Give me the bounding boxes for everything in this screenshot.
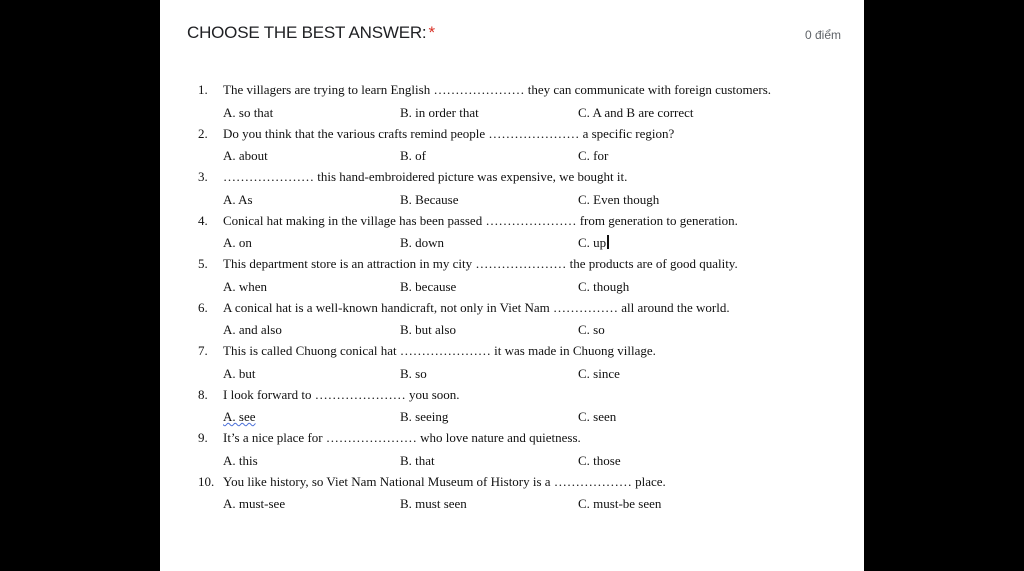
option-c: C. so bbox=[578, 322, 605, 337]
option-a: A. must-see bbox=[223, 496, 286, 511]
option-b: B. Because bbox=[400, 191, 459, 207]
question-number: 9. bbox=[198, 430, 208, 445]
option-c: C. A and B are correct bbox=[578, 104, 694, 120]
question-item bbox=[198, 341, 838, 362]
option-b: B. seeing bbox=[400, 409, 449, 424]
option-c: C. seen bbox=[578, 409, 617, 424]
points-label: 0 điểm bbox=[804, 28, 841, 42]
option-c: C. must-be seen bbox=[578, 496, 662, 511]
answer-options bbox=[198, 188, 838, 211]
answer-options bbox=[198, 101, 838, 124]
question-number: 1. bbox=[198, 82, 208, 97]
question-item bbox=[198, 254, 838, 275]
option-b: B. of bbox=[400, 148, 426, 163]
answer-options bbox=[198, 492, 838, 515]
answer-options bbox=[198, 231, 838, 254]
option-b: B. must seen bbox=[400, 496, 467, 511]
question-item bbox=[198, 167, 838, 188]
question-text: ………………… this hand-embroidered picture was expensive, we bought it. bbox=[223, 169, 628, 184]
question-text: The villagers are trying to learn English ………………… they can communicate with foreign customers. bbox=[223, 82, 772, 97]
question-number: 5. bbox=[198, 256, 208, 271]
answer-options bbox=[198, 144, 838, 167]
question-text: A conical hat is a well-known handicraft, not only in Viet Nam …………… all around the world. bbox=[223, 299, 730, 315]
answer-options bbox=[198, 405, 838, 428]
option-a: A. on bbox=[223, 235, 252, 250]
option-c-text: C. up bbox=[578, 235, 607, 250]
question-title bbox=[187, 23, 435, 43]
option-c: C. for bbox=[578, 148, 609, 163]
question-image bbox=[198, 80, 838, 515]
answer-options bbox=[198, 318, 838, 341]
question-text: You like history, so Viet Nam National Museum of History is a ……………… place. bbox=[223, 473, 666, 489]
question-card bbox=[160, 0, 864, 571]
option-c: C. Even though bbox=[578, 191, 660, 207]
option-b: B. so bbox=[400, 365, 427, 381]
question-number: 3. bbox=[198, 169, 208, 184]
option-c: C. since bbox=[578, 365, 620, 381]
question-item bbox=[198, 385, 838, 406]
option-b: B. because bbox=[400, 278, 457, 294]
option-b: B. down bbox=[400, 235, 445, 250]
question-number: 4. bbox=[198, 212, 208, 228]
question-number: 10. bbox=[198, 473, 215, 489]
option-a: A. this bbox=[223, 452, 258, 468]
option-a: A. but bbox=[223, 365, 256, 381]
option-c bbox=[578, 234, 609, 252]
text-cursor bbox=[607, 235, 609, 249]
question-item bbox=[198, 80, 838, 101]
option-b: B. but also bbox=[400, 322, 456, 337]
question-text: Do you think that the various crafts remind people ………………… a specific region? bbox=[223, 125, 675, 141]
question-item bbox=[198, 124, 838, 145]
question-text: Conical hat making in the village has been passed ………………… from generation to generation. bbox=[223, 212, 738, 228]
option-a: A. and also bbox=[223, 322, 282, 337]
question-number: 8. bbox=[198, 386, 208, 402]
question-text: This department store is an attraction in my city ………………… the products are of good quality. bbox=[223, 256, 738, 271]
option-b: B. that bbox=[400, 452, 435, 468]
option-a: A. see bbox=[223, 409, 256, 424]
option-a: A. about bbox=[223, 148, 268, 163]
answer-options bbox=[198, 275, 838, 298]
question-text: I look forward to ………………… you soon. bbox=[223, 386, 460, 402]
answer-options bbox=[198, 449, 838, 472]
option-c: C. those bbox=[578, 452, 621, 468]
question-text: This is called Chuong conical hat ………………… it was made in Chuong village. bbox=[223, 343, 656, 358]
question-item bbox=[198, 298, 838, 319]
required-asterisk: * bbox=[428, 23, 435, 42]
question-title-text: CHOOSE THE BEST ANSWER: bbox=[187, 23, 427, 42]
question-number: 2. bbox=[198, 125, 208, 141]
question-item bbox=[198, 211, 838, 232]
option-a: A. As bbox=[223, 191, 253, 207]
question-number: 7. bbox=[198, 343, 208, 358]
option-c: C. though bbox=[578, 278, 630, 294]
question-item bbox=[198, 472, 838, 493]
question-item bbox=[198, 428, 838, 449]
option-a: A. so that bbox=[223, 104, 274, 120]
option-a: A. when bbox=[223, 278, 268, 294]
question-number: 6. bbox=[198, 299, 208, 315]
question-text: It’s a nice place for ………………… who love nature and quietness. bbox=[223, 430, 581, 445]
option-b: B. in order that bbox=[400, 104, 479, 120]
answer-options bbox=[198, 362, 838, 385]
